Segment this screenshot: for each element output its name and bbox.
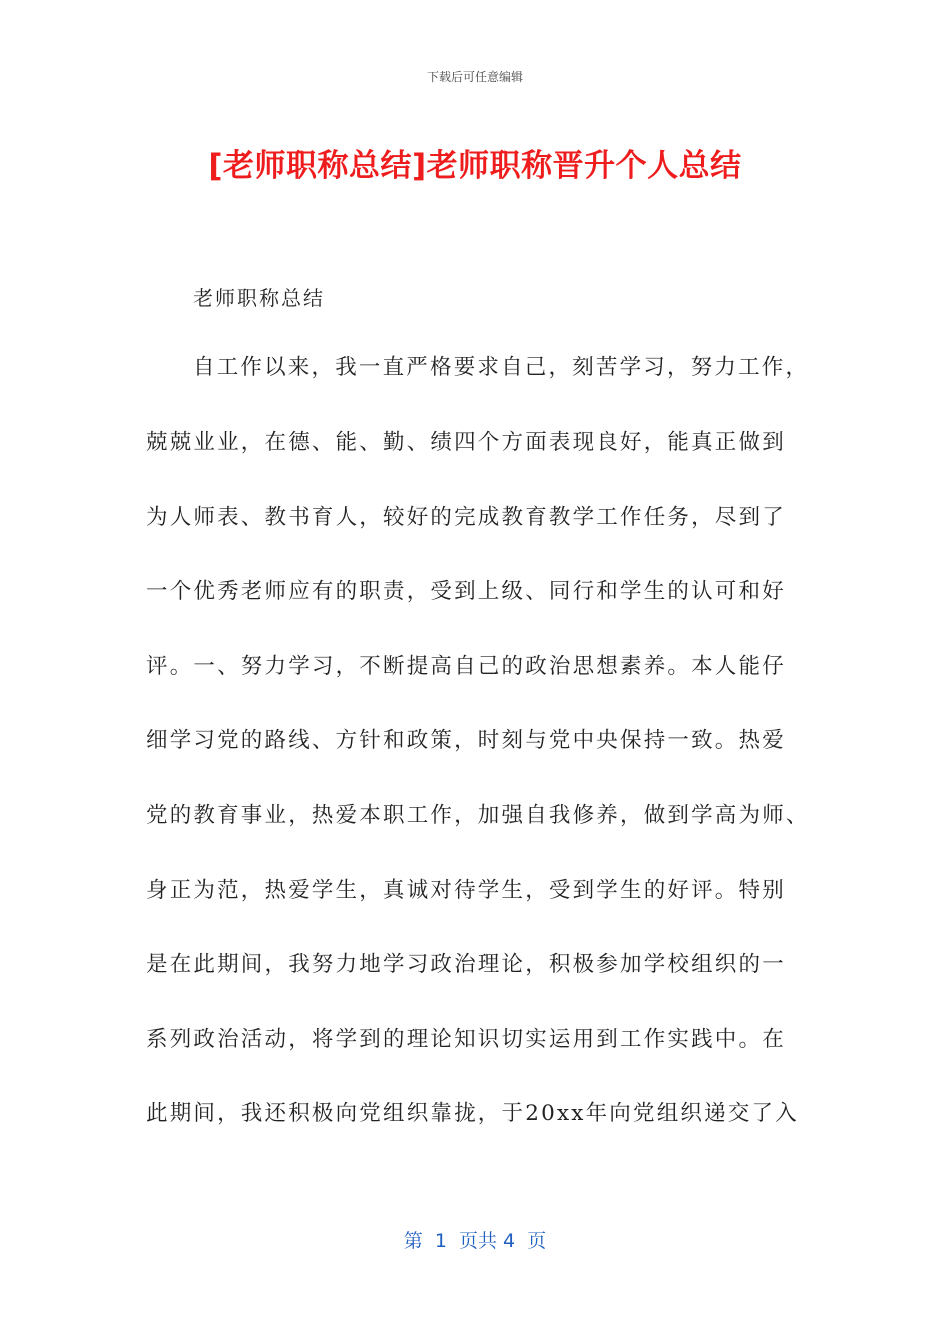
body-line: 系列政治活动，将学到的理论知识切实运用到工作实践中。在	[146, 1027, 786, 1052]
document-title: [老师职称总结]老师职称晋升个人总结	[208, 148, 742, 184]
section-subtitle: 老师职称总结	[193, 286, 325, 310]
body-line: 一个优秀老师应有的职责，受到上级、同行和学生的认可和好	[146, 579, 786, 604]
body-line: 此期间，我还积极向党组织靠拢，于20xx年向党组织递交了入	[146, 1101, 799, 1126]
body-line: 评。一、努力学习，不断提高自己的政治思想素养。本人能仔	[146, 654, 786, 679]
body-line: 党的教育事业，热爱本职工作，加强自我修养，做到学高为师、	[146, 803, 810, 828]
page-number-footer: 第 1 页共 4 页	[403, 1230, 547, 1252]
body-line: 自工作以来，我一直严格要求自己，刻苦学习，努力工作，	[193, 355, 810, 380]
body-line: 为人师表、教书育人，较好的完成教育教学工作任务，尽到了	[146, 505, 786, 530]
body-line: 细学习党的路线、方针和政策，时刻与党中央保持一致。热爱	[146, 728, 786, 753]
header-note: 下载后可任意编辑	[426, 70, 523, 84]
body-line: 是在此期间，我努力地学习政治理论，积极参加学校组织的一	[146, 952, 786, 977]
body-line: 身正为范，热爱学生，真诚对待学生，受到学生的好评。特别	[146, 878, 786, 903]
body-line: 兢兢业业，在德、能、勤、绩四个方面表现良好，能真正做到	[146, 430, 786, 455]
